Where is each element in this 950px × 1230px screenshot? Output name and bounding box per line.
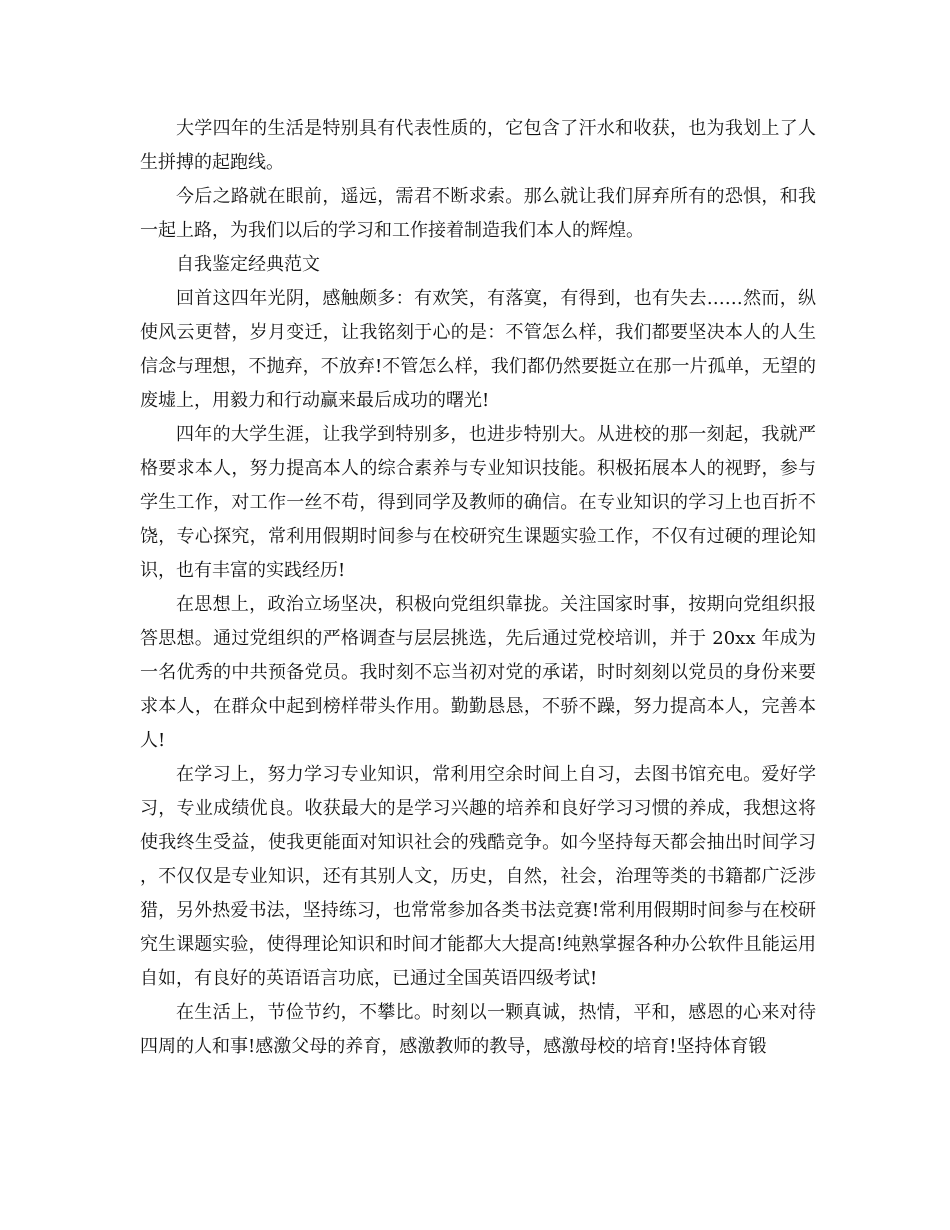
paragraph-university-life: 大学四年的生活是特别具有代表性质的，它包含了汗水和收获，也为我划上了人生拼搏的起跑线。 — [140, 118, 816, 173]
section-heading: 自我鉴定经典范文 — [176, 254, 320, 275]
paragraph-thought: 在思想上，政治立场坚决，积极向党组织靠拢。关注国家时事，按期向党组织报答思想。通过党组织的严格调查与层层挑选，先后通过党校培训，并于 20xx 年成为一名优秀的中共预备党员。我时刻不忘当初对党的承诺，时时刻刻以党员的身份来要求本人，在群众中起到榜样带头作用。勤勤恳恳，不骄不躁，努力提高本人，完善本人! — [140, 594, 816, 751]
paragraph-four-years: 四年的大学生涯，让我学到特别多，也进步特别大。从进校的那一刻起，我就严格要求本人，努力提高本人的综合素养与专业知识技能。积极拓展本人的视野，参与学生工作，对工作一丝不苟，得到同学及教师的确信。在专业知识的学习上也百折不饶，专心探究，常利用假期时间参与在校研究生课题实验工作，不仅有过硬的理论知识，也有丰富的实践经历! — [140, 424, 816, 581]
document-body — [140, 112, 816, 1064]
paragraph-life: 在生活上，节俭节约，不攀比。时刻以一颗真诚，热情，平和，感恩的心来对待四周的人和事!感激父母的养育，感激教师的教导，感激母校的培育!坚持体育锻 — [140, 1002, 816, 1057]
paragraph-future-road: 今后之路就在眼前，遥远，需君不断求索。那么就让我们屏弃所有的恐惧，和我一起上路，为我们以后的学习和工作接着制造我们本人的辉煌。 — [140, 186, 816, 241]
paragraph-looking-back: 回首这四年光阴，感触颇多：有欢笑，有落寞，有得到，也有失去……然而，纵使风云更替，岁月变迁，让我铭刻于心的是：不管怎么样，我们都要坚决本人的人生信念与理想，不抛弃，不放弃!不管怎么样，我们都仍然要挺立在那一片孤单，无望的废墟上，用毅力和行动赢来最后成功的曙光! — [140, 288, 816, 411]
paragraph-study: 在学习上，努力学习专业知识，常利用空余时间上自习，去图书馆充电。爱好学习，专业成绩优良。收获最大的是学习兴趣的培养和良好学习习惯的养成，我想这将使我终生受益，使我更能面对知识社会的残酷竞争。如今坚持每天都会抽出时间学习，不仅仅是专业知识，还有其别人文，历史，自然，社会，治理等类的书籍都广泛涉猎，另外热爱书法，坚持练习，也常常参加各类书法竞赛!常利用假期时间参与在校研究生课题实验，使得理论知识和时间才能都大大提高!纯熟掌握各种办公软件且能运用自如，有良好的英语语言功底，已通过全国英语四级考试! — [140, 764, 816, 989]
